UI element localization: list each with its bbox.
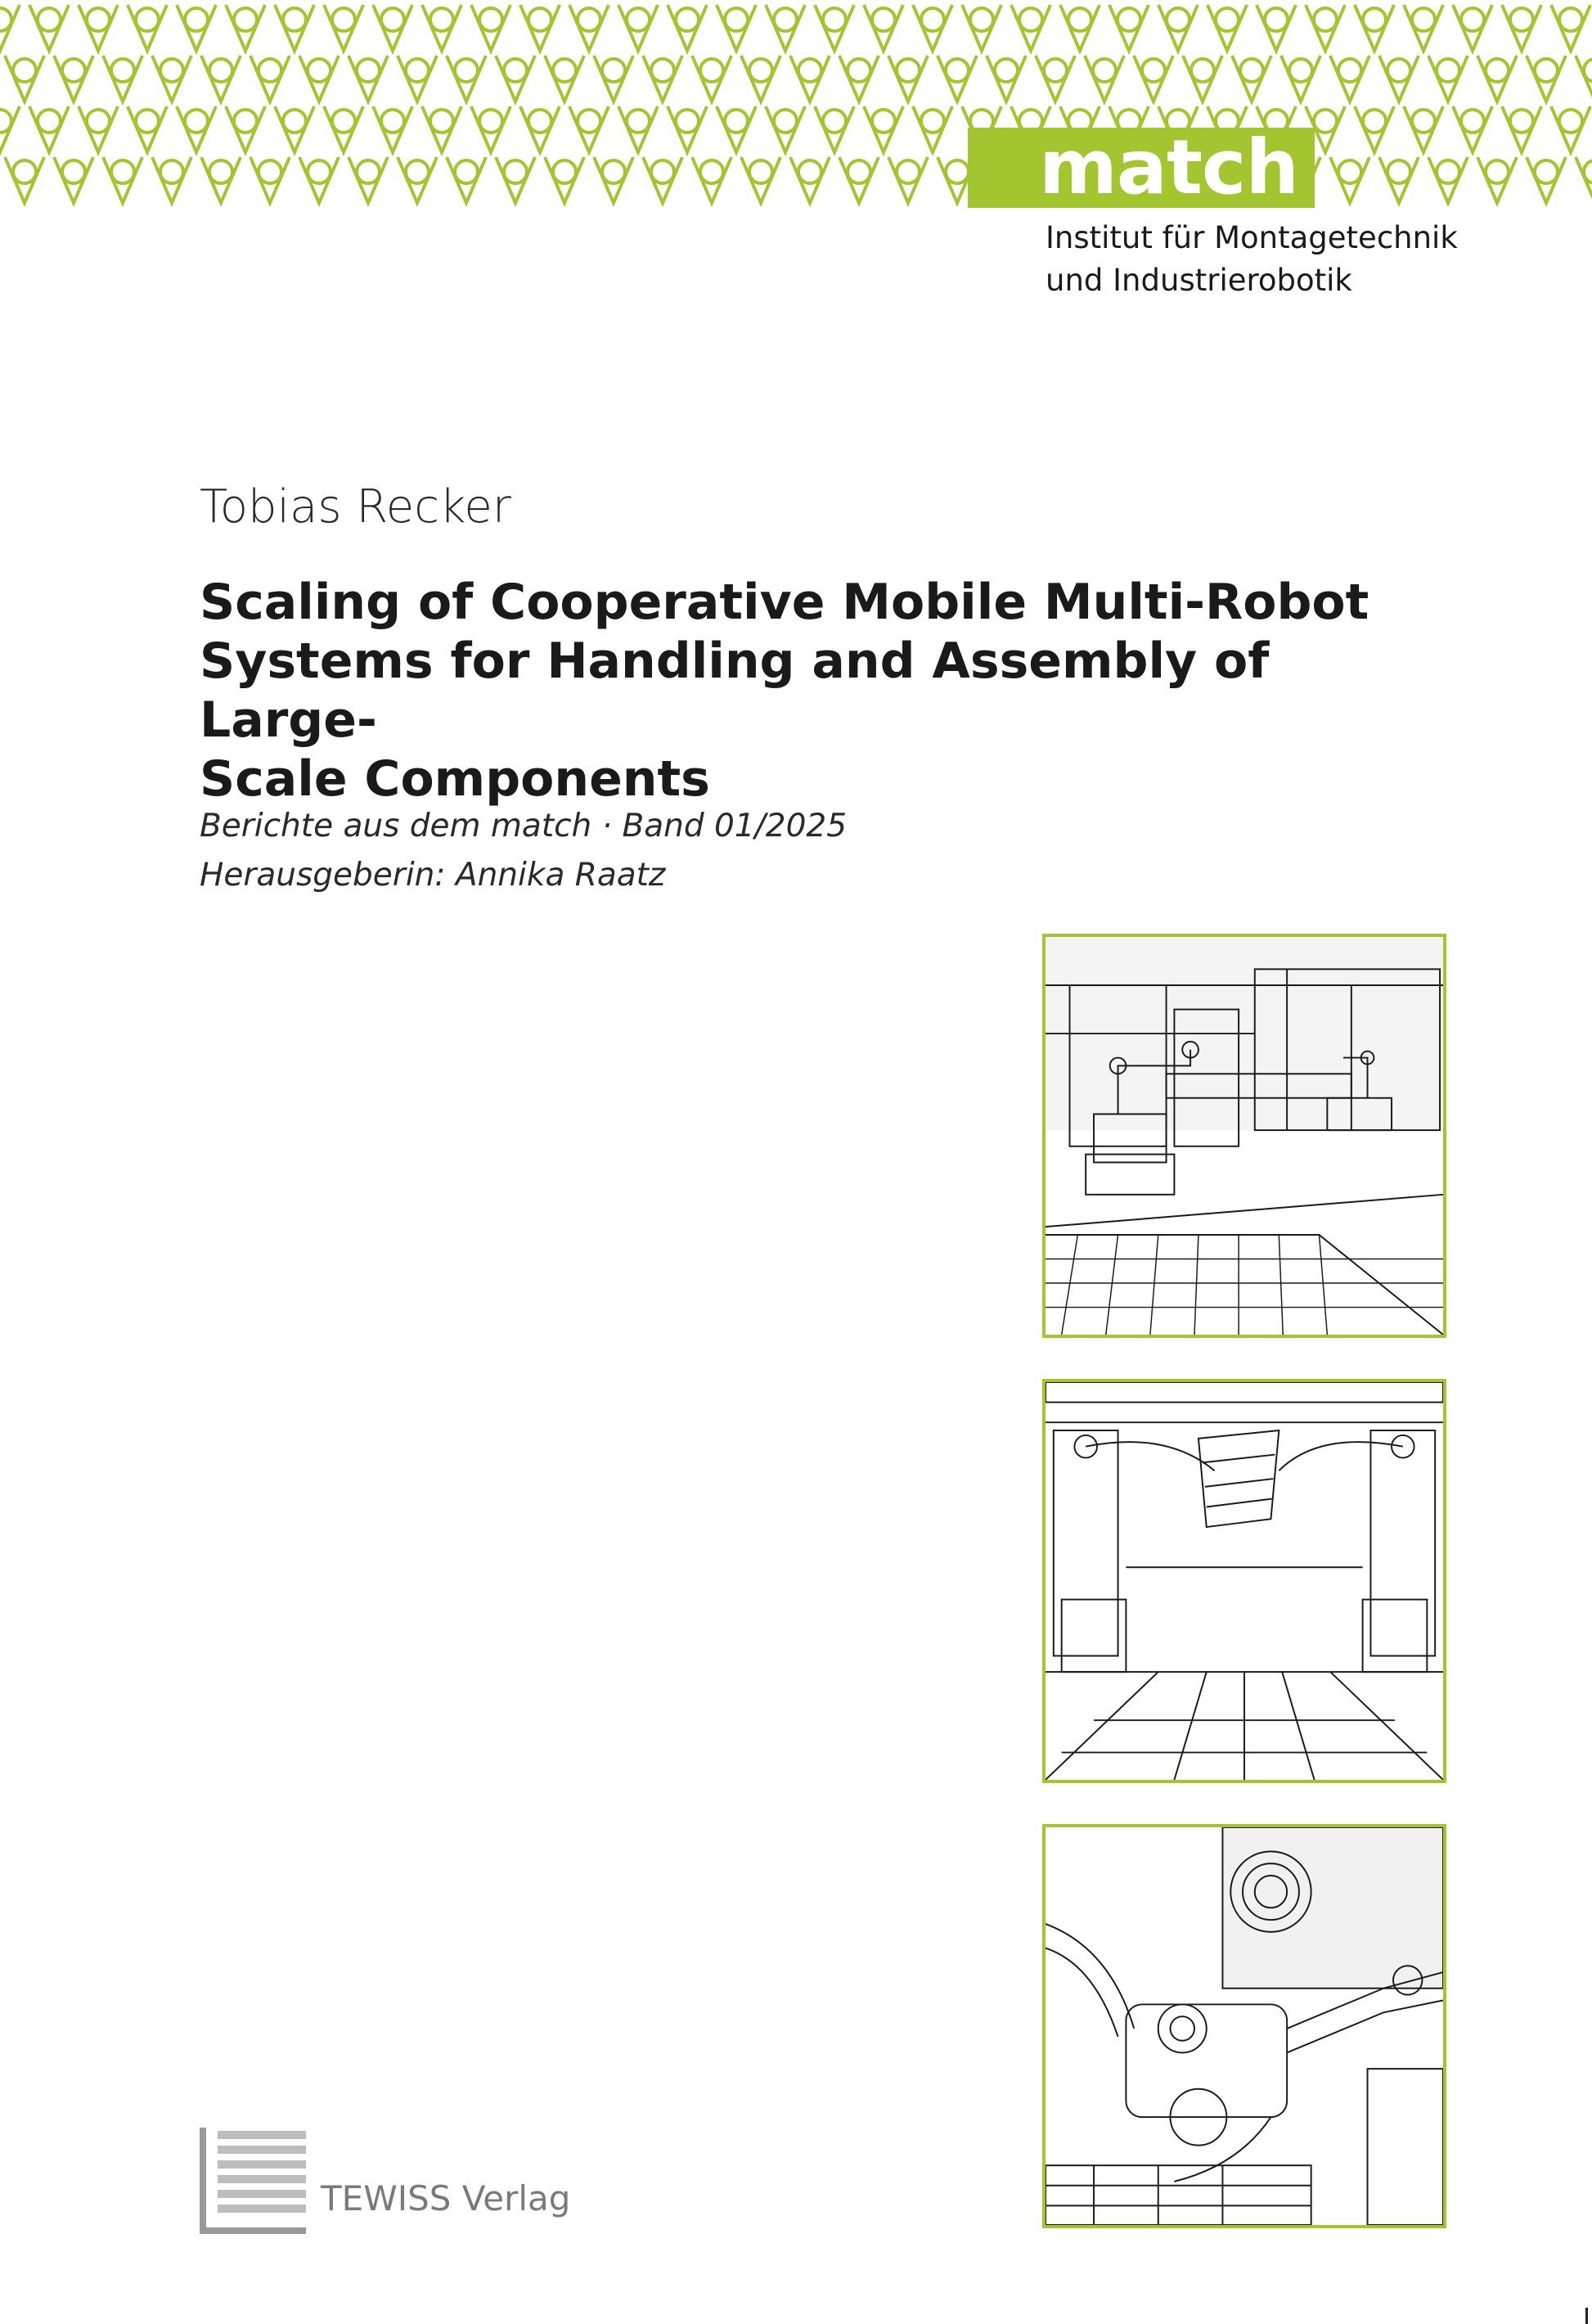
- header-pattern: [0, 0, 1592, 209]
- publisher-name: TEWISS Verlag: [321, 2178, 571, 2218]
- robot-arm-closeup-illustration: [1042, 1824, 1446, 2228]
- title-line-2: Systems for Handling and Assembly of Large-: [200, 633, 1270, 749]
- match-logo: match: [1039, 124, 1298, 211]
- crop-mark: [1585, 2308, 1588, 2324]
- series-info: [200, 802, 847, 900]
- title-line-3: Scale Components: [200, 750, 710, 808]
- series-line: Berichte aus dem match · Band 01/2025: [200, 808, 848, 844]
- robots-holding-truss-structure-illustration: [1042, 1379, 1446, 1783]
- institute-name: [1046, 217, 1458, 302]
- institute-line-1: Institut für Montagetechnik: [1046, 220, 1458, 255]
- editor-line: Herausgeberin: Annika Raatz: [200, 857, 666, 894]
- author-name: Tobias Recker: [200, 480, 511, 534]
- mobile-robots-carrying-beam-illustration: [1042, 934, 1446, 1338]
- institute-line-2: und Industrierobotik: [1046, 263, 1352, 298]
- tewiss-logo-icon: [200, 2128, 306, 2234]
- title-line-1: Scaling of Cooperative Mobile Multi-Robot: [200, 574, 1369, 631]
- book-title: [200, 573, 1410, 808]
